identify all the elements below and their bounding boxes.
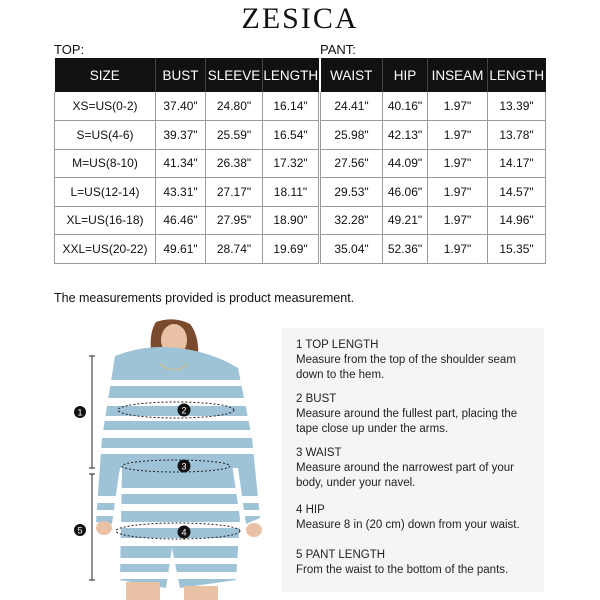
guide-desc: Measure around the narrowest part of your body, under your navel. [296,462,514,489]
column-header: WAIST [321,58,383,92]
table-cell: 26.38" [206,149,263,178]
table-cell: XXL=US(20-22) [55,235,156,264]
table-row [321,235,546,264]
table-cell: 43.31" [156,178,206,207]
svg-text:1: 1 [77,407,83,418]
guide-title: 2 BUST [296,393,337,405]
table-cell: 15.35" [488,235,546,264]
table-cell: 14.17" [488,149,546,178]
table-cell: S=US(4-6) [55,121,156,150]
marker-2 [178,404,191,417]
table-cell: 28.74" [206,235,263,264]
table-cell: 40.16" [383,92,428,121]
guide-desc: Measure from the top of the shoulder seam down to the hem. [296,354,516,381]
guide-item-pant-length [296,548,541,578]
pant-size-table [320,58,546,264]
table-cell: 1.97" [428,121,488,150]
table-header-row [321,58,546,92]
measurement-guide-panel [282,328,544,592]
table-cell: 1.97" [428,235,488,264]
brand-logo: ZESICA [241,2,359,35]
table-cell: 1.97" [428,206,488,235]
guide-desc: Measure 8 in (20 cm) down from your waist. [296,519,520,531]
column-header: SLEEVE [206,58,263,92]
table-cell: 27.56" [321,149,383,178]
table-row [55,121,319,150]
column-header: BUST [156,58,206,92]
table-cell: 14.57" [488,178,546,207]
svg-text:2: 2 [181,405,187,416]
table-row [321,149,546,178]
marker-3 [178,460,191,473]
guide-item-waist [296,446,541,491]
table-cell: 16.54" [263,121,319,150]
marker-4 [178,526,191,539]
table-cell: 13.78" [488,121,546,150]
table-cell: 13.39" [488,92,546,121]
table-row [55,206,319,235]
guide-title: 1 TOP LENGTH [296,339,379,351]
table-cell: 27.95" [206,206,263,235]
guide-desc: Measure around the fullest part, placing the tape close up under the arms. [296,408,518,435]
guide-item-bust [296,392,541,437]
table-cell: 46.06" [383,178,428,207]
model-figure [60,318,275,600]
table-cell: XS=US(0-2) [55,92,156,121]
table-cell: 37.40" [156,92,206,121]
table-cell: 1.97" [428,178,488,207]
table-header-row [55,58,319,92]
legs [126,582,218,600]
table-cell: 27.17" [206,178,263,207]
table-row [321,178,546,207]
svg-text:5: 5 [77,525,83,536]
table-cell: 49.21" [383,206,428,235]
marker-5 [74,524,86,536]
svg-text:3: 3 [181,461,187,472]
table-cell: L=US(12-14) [55,178,156,207]
top-size-table [54,58,319,264]
table-row [55,149,319,178]
table-cell: 16.14" [263,92,319,121]
pant-label: PANT: [320,42,356,57]
table-cell: 41.34" [156,149,206,178]
table-row [55,92,319,121]
table-cell: 1.97" [428,92,488,121]
guide-item-top-length [296,338,541,383]
guide-item-hip [296,503,541,533]
table-cell: 19.69" [263,235,319,264]
guide-title: 4 HIP [296,504,325,516]
table-cell: 39.37" [156,121,206,150]
table-row [55,178,319,207]
measurement-note: The measurements provided is product measurement. [54,291,355,305]
table-cell: 42.13" [383,121,428,150]
table-row [321,121,546,150]
table-cell: 46.46" [156,206,206,235]
top-label: TOP: [54,42,85,57]
table-cell: 24.41" [321,92,383,121]
table-cell: 49.61" [156,235,206,264]
table-cell: 32.28" [321,206,383,235]
table-cell: 17.32" [263,149,319,178]
table-row [321,206,546,235]
table-cell: M=US(8-10) [55,149,156,178]
guide-title: 5 PANT LENGTH [296,549,386,561]
table-row [321,92,546,121]
column-header: INSEAM [428,58,488,92]
column-header: SIZE [55,58,156,92]
table-cell: 18.90" [263,206,319,235]
column-header: LENGTH [263,58,319,92]
table-cell: 35.04" [321,235,383,264]
table-cell: 18.11" [263,178,319,207]
table-cell: 52.36" [383,235,428,264]
table-cell: 44.09" [383,149,428,178]
table-row [55,235,319,264]
table-cell: 25.59" [206,121,263,150]
guide-desc: From the waist to the bottom of the pants. [296,564,509,576]
marker-1 [74,406,86,418]
table-cell: 29.53" [321,178,383,207]
table-cell: XL=US(16-18) [55,206,156,235]
column-header: HIP [383,58,428,92]
guide-title: 3 WAIST [296,447,342,459]
table-cell: 14.96" [488,206,546,235]
table-cell: 25.98" [321,121,383,150]
table-cell: 1.97" [428,149,488,178]
table-cell: 24.80" [206,92,263,121]
column-header: LENGTH [488,58,546,92]
svg-text:4: 4 [181,527,187,538]
